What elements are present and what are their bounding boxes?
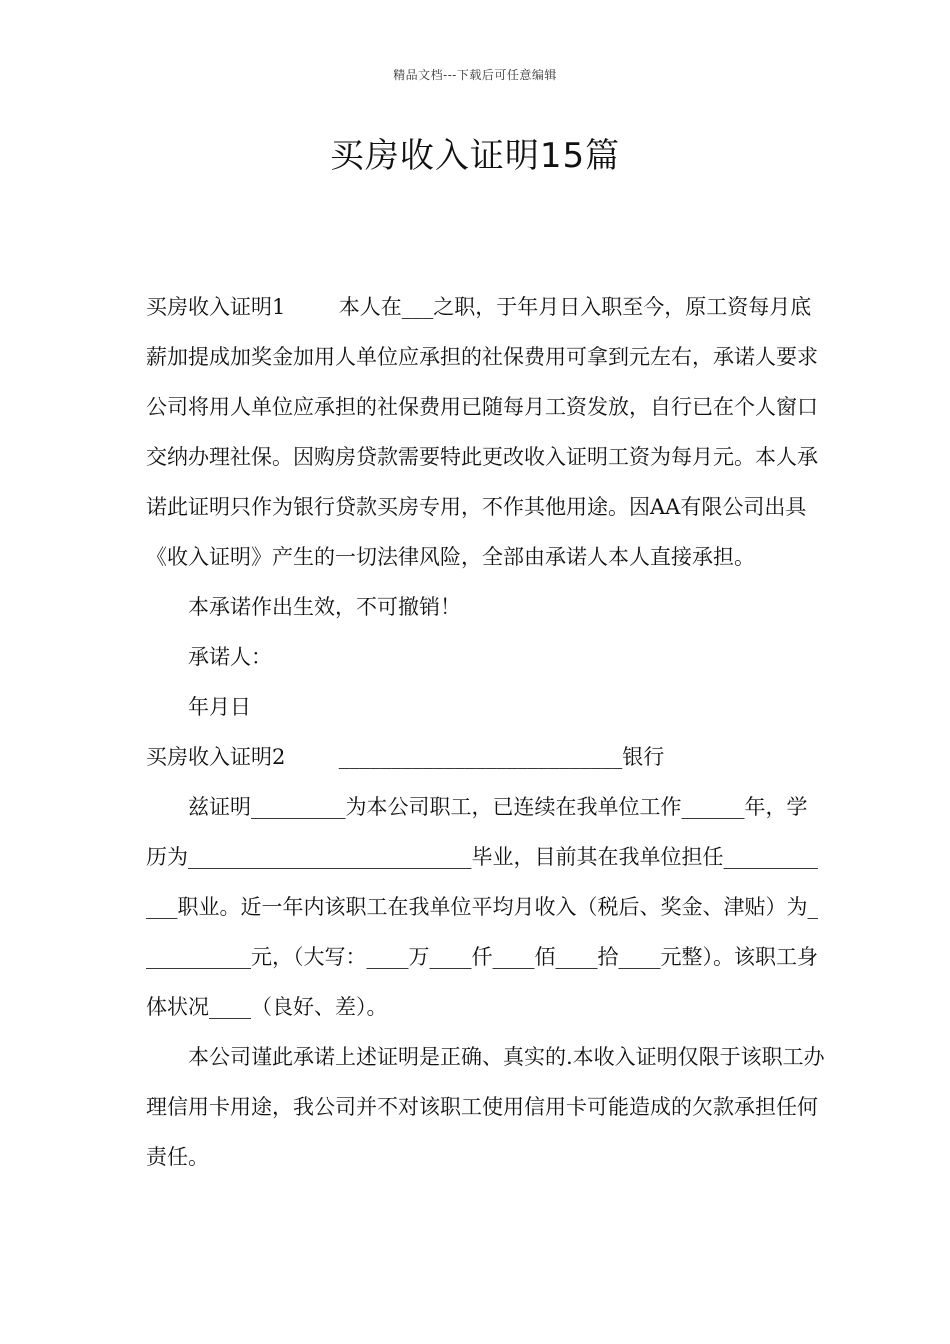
section1-paragraph-1 <box>146 282 826 582</box>
document-body <box>146 282 826 1182</box>
section1-paragraph-4: 年月日 <box>188 695 251 719</box>
section1-label: 买房收入证明1 <box>146 295 286 319</box>
section2-bank-line: ___________________________银行 <box>285 745 665 769</box>
section2-heading <box>146 732 826 782</box>
section2-label: 买房收入证明2 <box>146 745 286 769</box>
section1-text: 本人在___之职，于年月日入职至今，原工资每月底薪加提成加奖金加用人单位应承担的社保费用可拿到元左右，承诺人要求公司将用人单位应承担的社保费用已随每月工资发放，自行已在个人窗口交纳办理社保。因购房贷款需要特此更改收入证明工资为每月元。本人承诺此证明只作为银行贷款买房专用，不作其他用途。因AA有限公司出具《收入证明》产生的一切法律风险，全部由承诺人本人直接承担。 <box>146 295 818 569</box>
section1-paragraph-3: 承诺人： <box>188 645 272 669</box>
section1-paragraph-2: 本承诺作出生效，不可撤销！ <box>188 595 461 619</box>
section2-paragraph-1: 兹证明_________为本公司职工，已连续在我单位工作______年，学历为___________________________毕业，目前其在我单位担任____________职业。近一年内该职工在我单位平均月收入（税后、奖金、津贴）为___________元，（大写：____万____仟____佰____拾____元整）。该职工身体状况____（良好、差）。 <box>146 795 818 1019</box>
section2-paragraph-2: 本公司谨此承诺上述证明是正确、真实的.本收入证明仅限于该职工办理信用卡用途，我公司并不对该职工使用信用卡可能造成的欠款承担任何责任。 <box>146 1045 825 1169</box>
header-note: 精品文档---下载后可任意编辑 <box>393 68 557 82</box>
document-title: 买房收入证明15篇 <box>329 136 621 176</box>
